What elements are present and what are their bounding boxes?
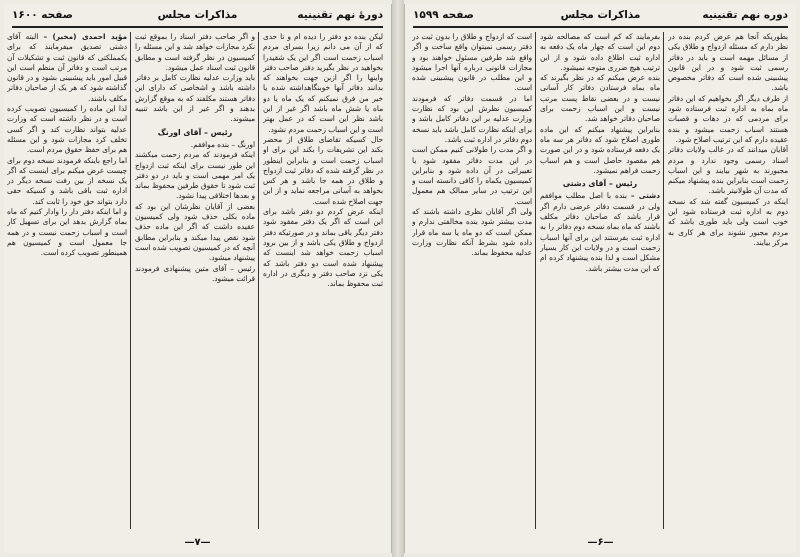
right-col3-para-3: و اگر مدت را طولانی کنیم ممکن است در این مدت دفاتر مفقود شود یا تغییراتی در آن داده شود و بنابراین کمیسیون یکماه را کافی دانسته است و این ترتیب در سایر ممالک هم معمول است. xyxy=(412,145,532,206)
left-col3-para-2: لذا این ماده را کمیسیون تصویب کرده است و در نظر داشته است که وزارت عدلیه بتواند نظارت کند و اگر کسی تخلف کرد مجازات شود و این مسئله هم برای حفظ حقوق مردم است. xyxy=(7,104,127,155)
right-column-2 xyxy=(540,32,660,529)
left-col3-para-4: و اما اینکه دفتر دار را وادار کنیم که ماه بماه گزارش بدهد این برای تسهیل کار است و اسباب زحمت نیست و در همه جا معمول است و کمیسیون هم همینطور تصویب کرده است. xyxy=(7,207,127,258)
left-column-1 xyxy=(263,32,383,529)
left-col1-para-1: لیکن بنده دو دفتر را دیده ام و تا حدی که از آن می دانم زیرا بسرای مردم اسباب زحمت است اگر این یک شقیدرا بخواهید در نظر بگیرید دفتر صاحب دفتر واینها را اگر ازبن جهت بخواهند که بدانند دفاتر آنها خوبنگاهداشته شده یا خیر من فرق نمیکنم که یک ماه یا دو ماه یا شش ماه باشد اگر غیر از این باشد نظر این است که در عمل بهتر است و این اسباب زحمت مردم نشود. xyxy=(263,32,383,134)
left-col1-para-2: حال کسیکه تقاضای طلاق از محضر بکند این تشریفات را بکند این برای او اسباب زحمت است و بنابراین اینطور در نظر گرفته شده که دفاتر ثبت ازدواج و طلاق در همه جا باشد و هر کس بخواهد به آسانی مراجعه نماید و از این جهت اصلاح شده است. xyxy=(263,134,383,206)
right-col2-tail: بنده با اصل مطلب موافقم ولی در قسمت دفاتر عرضی دارم اگر قرار باشد که صاحبان دفاتر مکلف باشند که ماه بماه نسخه دوم دفاتر را به اداره ثبت بفرستند این برای آنها اسباب زحمت است و در ولایات این کار بسیار مشکل است و لذا بنده پیشنهاد کرده ام که این مدت بیشتر باشد. xyxy=(540,191,660,273)
right-col2-para-2: بنده عرض میکنم که در نظر بگیرند که ماه بماه فرستادن دفاتر کار آسانی نیست و در بعضی نقاط پست مرتب نیست و این اسباب زحمت برای صاحبان دفاتر خواهد شد. xyxy=(540,73,660,124)
left-col2-para-1: و اگر صاحب دفتر اسناد را بموقع ثبت نکرد مجازات خواهد شد و این مسئله را کمیسیون در نظر گرفته است و مطابق قانون ثبت اسناد عمل میشود. xyxy=(135,32,255,72)
left-header-session: دورهٔ نهم تقنینیه xyxy=(297,9,383,21)
right-col1-para-1: بطوریکه آنجا هم عرض کردم بنده در نظر دارم که مسئله ازدواج و طلاق یکی از مسائل مهمه است و باید در دفاتر رسمی ثبت شود و در این قانون پیشبینی شده است که دفاتر مخصوص باشد. xyxy=(668,32,788,93)
right-col1-para-4: اینکه در کمیسیون گفته شد که نسخه دوم به اداره ثبت فرستاده شود این خوب است ولی باید طوری باشد که مردم مجبور نشوند برای هر کاری به مرکز بیایند. xyxy=(668,196,788,247)
right-col3-para-4: ولی اگر آقایان نظری داشته باشند که مدت بیشتر شود بنده مخالفتی ندارم و ممکن است که دو ماه یا سه ماه قرار داده شود بشرط آنکه نظارت وزارت عدلیه محفوظ بماند. xyxy=(412,207,532,258)
left-col2-para-3: اینکه فرمودند که مردم زحمت میکشند این طور نیست برای اینکه ثبت ازدواج یک امر مهمی است و باید در دو دفتر ثبت شود تا حقوق طرفین محفوظ بماند و بعدها اختلافی پیدا نشود. xyxy=(135,150,255,201)
right-header-page-number: صفحه ۱۵۹۹ xyxy=(413,9,474,21)
left-column-divider-1 xyxy=(258,32,259,529)
left-column-3 xyxy=(7,32,127,529)
left-col2-para-4: بعضی از آقایان نظرشان این بود که ماده بکلی حذف شود ولی کمیسیون عقیده داشت که اگر این ماده حذف شود نقص پیدا میکند و بنابراین مطابق آنچه که در کمیسیون تصویب شده است پیشنهاد میشود. xyxy=(135,201,255,263)
right-col3-para-1: است که ازدواج و طلاق را بدون ثبت در دفتر رسمی نمیتوان واقع ساخت و اگر واقع شد طرفین مسئول خواهند بود و مجازات قانونی درباره آنها اجرا میشود و این مطلب در قانون پیشبینی شده است. xyxy=(412,32,532,93)
left-col3-para-1: البته آقای دشتی تصدیق میفرمایند که برای یکمملکتی که قانون ثبت و تشکیلات آن مرتب است و دفاتر آن منظم است این قبیل امور باید پیشبینی بشود و در قانون گذاشته شود که هر یک از صاحبان دفاتر مکلف باشند. xyxy=(7,32,127,103)
left-page-footer-number: —۷— xyxy=(184,537,211,548)
left-header-page-number: صفحه ۱۶۰۰ xyxy=(12,9,73,21)
right-header-session: دوره نهم تقنینیه xyxy=(702,9,788,21)
right-column-divider-2 xyxy=(535,32,536,529)
right-header-rule xyxy=(413,26,788,28)
right-column-1 xyxy=(668,32,788,529)
right-column-divider-1 xyxy=(663,32,664,529)
right-header-title: مذاکرات مجلس xyxy=(560,9,641,21)
right-col2-para-1: بفرمایند که کم است که مصالحه شود دوم این است که چهار ماه یک دفعه به اداره ثبت اطلاع داده شود و از این ترتیب هیچ ضرری متوجه نمیشود. xyxy=(540,32,660,72)
right-col2-speaker: دشتی – xyxy=(630,191,660,201)
left-col2-speaker-line: اورنگ – بنده موافقم. xyxy=(190,139,255,149)
right-col1-para-2: از طرف دیگر اگر بخواهیم که این دفاتر ماه بماه به اداره ثبت فرستاده شود برای مردمی که در دهات و قصبات هستند اسباب زحمت میشود و بنده عقیده دارم که این ترتیب اصلاح شود. xyxy=(668,93,788,144)
left-header-title: مذاکرات مجلس xyxy=(157,9,238,21)
book-gutter xyxy=(392,0,404,557)
right-col2-section-head: رئیس – آقای دشتی xyxy=(562,179,638,189)
left-col3-speaker: مؤید احمدی (مخبر) – xyxy=(43,32,127,41)
left-col2-closing: رئیس – آقای متین پیشنهادی فرمودند قرائت میشود. xyxy=(135,263,255,283)
left-column-2 xyxy=(135,32,255,529)
left-col3-para-3: اما راجع باینکه فرمودند نسخه دوم برای چیست عرض میکنم برای اینست که اگر یک نسخه از بین رفت نسخه دیگر در اداره ثبت باقی باشد و کسیکه حقی دارد بتواند حق خود را ثابت کند. xyxy=(7,155,127,206)
right-col2-para-3: بنابراین پیشنهاد میکنم که این ماده طوری اصلاح شود که دفاتر هر سه ماه یک دفعه فرستاده شود و در این صورت هم مقصود حاصل است و هم اسباب زحمت فراهم نمیشود. xyxy=(540,124,660,175)
right-page-footer-number: —۶— xyxy=(587,537,614,548)
left-header-rule xyxy=(12,26,383,28)
right-col1-para-3: آقایان میدانند که در غالب ولایات دفاتر اسناد رسمی وجود ندارد و مردم مجبورند به شهر بیایند و این اسباب زحمت است بنابراین بنده پیشنهاد میکنم که مدت آن طولانیتر باشد. xyxy=(668,145,788,196)
left-page xyxy=(4,4,392,553)
left-col1-para-3: اینکه عرض کردم دو دفتر باشد برای این است که اگر یک دفتر مفقود شود دفتر دیگر باقی بماند و در صورتیکه دفتر ازدواج و طلاق یکی باشد و از بین برود اسباب زحمت خواهد شد اینست که پیشنهاد شده است دو دفتر باشد که یکی نزد صاحب دفتر و دیگری در اداره ثبت محفوظ بماند. xyxy=(263,207,383,289)
left-page-header xyxy=(12,8,383,26)
left-column-divider-2 xyxy=(130,32,131,529)
right-column-3 xyxy=(412,32,532,529)
left-col2-section-head: رئیس – آقای اورنگ xyxy=(157,127,233,137)
right-page xyxy=(404,4,796,553)
left-col2-para-2: باید وزارت عدلیه نظارت کامل بر دفاتر داشته باشد و اشخاصی که دارای این دفاتر هستند مکلفند که به موقع گزارش بدهند و اگر غیر از این باشد تنبیه میشوند. xyxy=(135,73,255,124)
right-page-header xyxy=(413,8,788,26)
right-col3-para-2: اما در قسمت دفاتر که فرمودند کمیسیون نظرش این بود که نظارت وزارت عدلیه بر این دفاتر کامل باشد و برای اینکه نظارت کامل باشد باید نسخه دوم دفاتر در اداره ثبت باشد. xyxy=(412,93,532,144)
